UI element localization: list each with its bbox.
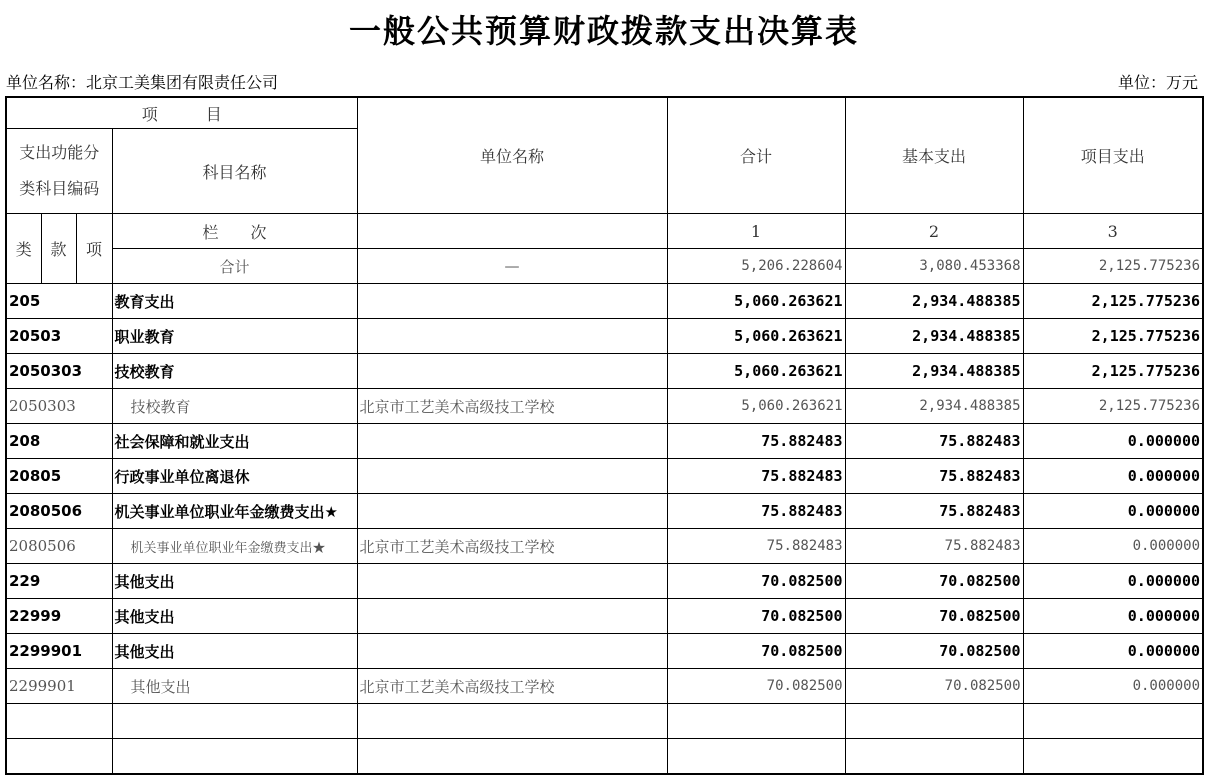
row-subject-name: 教育支出 xyxy=(112,284,357,319)
row-unit-name: 北京市工艺美术高级技工学校 xyxy=(357,669,667,704)
total-row xyxy=(6,249,1203,284)
row-unit-name xyxy=(357,459,667,494)
header-subject-name: 科目名称 xyxy=(112,129,357,214)
table-row xyxy=(6,424,1203,459)
row-basic: 75.882483 xyxy=(845,529,1023,564)
table-row xyxy=(6,634,1203,669)
row-unit-name: 北京市工艺美术高级技工学校 xyxy=(357,529,667,564)
header-unit-col: 单位名称 xyxy=(357,97,667,214)
row-total: 5,060.263621 xyxy=(667,354,845,389)
row-code: 208 xyxy=(6,424,112,459)
empty-cell xyxy=(6,739,112,775)
empty-cell xyxy=(357,704,667,739)
row-subject-name: 技校教育 xyxy=(112,354,357,389)
row-basic: 75.882483 xyxy=(845,424,1023,459)
header-basic-col: 基本支出 xyxy=(845,97,1023,214)
row-code: 2299901 xyxy=(6,634,112,669)
row-subject-name: 其他支出 xyxy=(112,634,357,669)
row-total: 75.882483 xyxy=(667,529,845,564)
table-row xyxy=(6,389,1203,424)
header-row-3 xyxy=(6,214,1203,249)
header-total-col: 合计 xyxy=(667,97,845,214)
page-title: 一般公共预算财政拨款支出决算表 xyxy=(348,12,859,50)
row-basic: 2,934.488385 xyxy=(845,284,1023,319)
table-row xyxy=(6,494,1203,529)
row-basic: 70.082500 xyxy=(845,669,1023,704)
row-unit-name: 北京市工艺美术高级技工学校 xyxy=(357,389,667,424)
row-unit-name xyxy=(357,354,667,389)
row-unit-name xyxy=(357,284,667,319)
total-label: 合计 xyxy=(112,249,357,284)
row-basic: 2,934.488385 xyxy=(845,354,1023,389)
row-code: 229 xyxy=(6,564,112,599)
row-total: 75.882483 xyxy=(667,424,845,459)
header-lei: 类 xyxy=(6,214,41,284)
row-project: 2,125.775236 xyxy=(1023,319,1203,354)
row-total: 5,060.263621 xyxy=(667,389,845,424)
row-unit-name xyxy=(357,494,667,529)
row-subject-name: 技校教育 xyxy=(112,389,357,424)
empty-cell xyxy=(845,739,1023,775)
row-project: 0.000000 xyxy=(1023,424,1203,459)
row-total: 70.082500 xyxy=(667,634,845,669)
row-total: 70.082500 xyxy=(667,564,845,599)
header-project-col: 项目支出 xyxy=(1023,97,1203,214)
row-total: 70.082500 xyxy=(667,599,845,634)
row-code: 205 xyxy=(6,284,112,319)
row-total: 75.882483 xyxy=(667,494,845,529)
row-code: 2050303 xyxy=(6,389,112,424)
row-unit-name xyxy=(357,634,667,669)
total-basic: 3,080.453368 xyxy=(845,249,1023,284)
row-subject-name: 其他支出 xyxy=(112,599,357,634)
empty-cell xyxy=(112,704,357,739)
header-row-1 xyxy=(6,97,1203,129)
row-basic: 2,934.488385 xyxy=(845,389,1023,424)
table-row xyxy=(6,564,1203,599)
row-project: 0.000000 xyxy=(1023,529,1203,564)
empty-cell xyxy=(845,704,1023,739)
row-unit-name xyxy=(357,599,667,634)
row-code: 2050303 xyxy=(6,354,112,389)
header-n2: 2 xyxy=(845,214,1023,249)
row-total: 5,060.263621 xyxy=(667,284,845,319)
row-subject-name: 职业教育 xyxy=(112,319,357,354)
header-blank xyxy=(357,214,667,249)
header-xiangmu: 项 目 xyxy=(6,97,357,129)
row-project: 0.000000 xyxy=(1023,564,1203,599)
table-row xyxy=(6,669,1203,704)
table-row xyxy=(6,354,1203,389)
empty-cell xyxy=(1023,739,1203,775)
row-unit-name xyxy=(357,564,667,599)
row-basic: 2,934.488385 xyxy=(845,319,1023,354)
row-subject-name: 行政事业单位离退休 xyxy=(112,459,357,494)
empty-cell xyxy=(357,739,667,775)
row-subject-name: 其他支出 xyxy=(112,564,357,599)
table-row xyxy=(6,459,1203,494)
unit-name: 单位名称：北京工美集团有限责任公司 xyxy=(6,73,279,92)
table-row xyxy=(6,319,1203,354)
row-subject-name: 机关事业单位职业年金缴费支出★ xyxy=(112,494,357,529)
empty-row xyxy=(6,739,1203,775)
empty-cell xyxy=(667,704,845,739)
table-row xyxy=(6,284,1203,319)
row-total: 70.082500 xyxy=(667,669,845,704)
row-project: 2,125.775236 xyxy=(1023,389,1203,424)
row-code: 22999 xyxy=(6,599,112,634)
row-subject-name: 机关事业单位职业年金缴费支出★ xyxy=(112,529,357,564)
header-lanci: 栏 次 xyxy=(112,214,357,249)
row-basic: 70.082500 xyxy=(845,599,1023,634)
header-n3: 3 xyxy=(1023,214,1203,249)
row-basic: 70.082500 xyxy=(845,564,1023,599)
empty-cell xyxy=(112,739,357,775)
row-project: 0.000000 xyxy=(1023,459,1203,494)
row-unit-name xyxy=(357,424,667,459)
row-basic: 75.882483 xyxy=(845,459,1023,494)
empty-cell xyxy=(667,739,845,775)
row-subject-name: 其他支出 xyxy=(112,669,357,704)
table-row xyxy=(6,599,1203,634)
header-kuan: 款 xyxy=(41,214,76,284)
total-sum: 5,206.228604 xyxy=(667,249,845,284)
row-code: 20805 xyxy=(6,459,112,494)
row-unit-name xyxy=(357,319,667,354)
header-xiang: 项 xyxy=(76,214,112,284)
row-total: 75.882483 xyxy=(667,459,845,494)
header-func-code: 支出功能分类科目编码 xyxy=(6,129,112,214)
row-code: 2299901 xyxy=(6,669,112,704)
header-n1: 1 xyxy=(667,214,845,249)
row-total: 5,060.263621 xyxy=(667,319,845,354)
total-unit: — xyxy=(357,249,667,284)
row-project: 0.000000 xyxy=(1023,634,1203,669)
row-subject-name: 社会保障和就业支出 xyxy=(112,424,357,459)
row-project: 0.000000 xyxy=(1023,494,1203,529)
row-code: 2080506 xyxy=(6,494,112,529)
budget-table xyxy=(5,96,1204,775)
row-code: 20503 xyxy=(6,319,112,354)
empty-cell xyxy=(1023,704,1203,739)
total-project: 2,125.775236 xyxy=(1023,249,1203,284)
empty-cell xyxy=(6,704,112,739)
row-basic: 75.882483 xyxy=(845,494,1023,529)
row-project: 0.000000 xyxy=(1023,669,1203,704)
row-project: 2,125.775236 xyxy=(1023,354,1203,389)
unit-label: 单位：万元 xyxy=(1117,73,1198,92)
row-basic: 70.082500 xyxy=(845,634,1023,669)
row-project: 0.000000 xyxy=(1023,599,1203,634)
empty-row xyxy=(6,704,1203,739)
row-code: 2080506 xyxy=(6,529,112,564)
row-project: 2,125.775236 xyxy=(1023,284,1203,319)
table-row xyxy=(6,529,1203,564)
